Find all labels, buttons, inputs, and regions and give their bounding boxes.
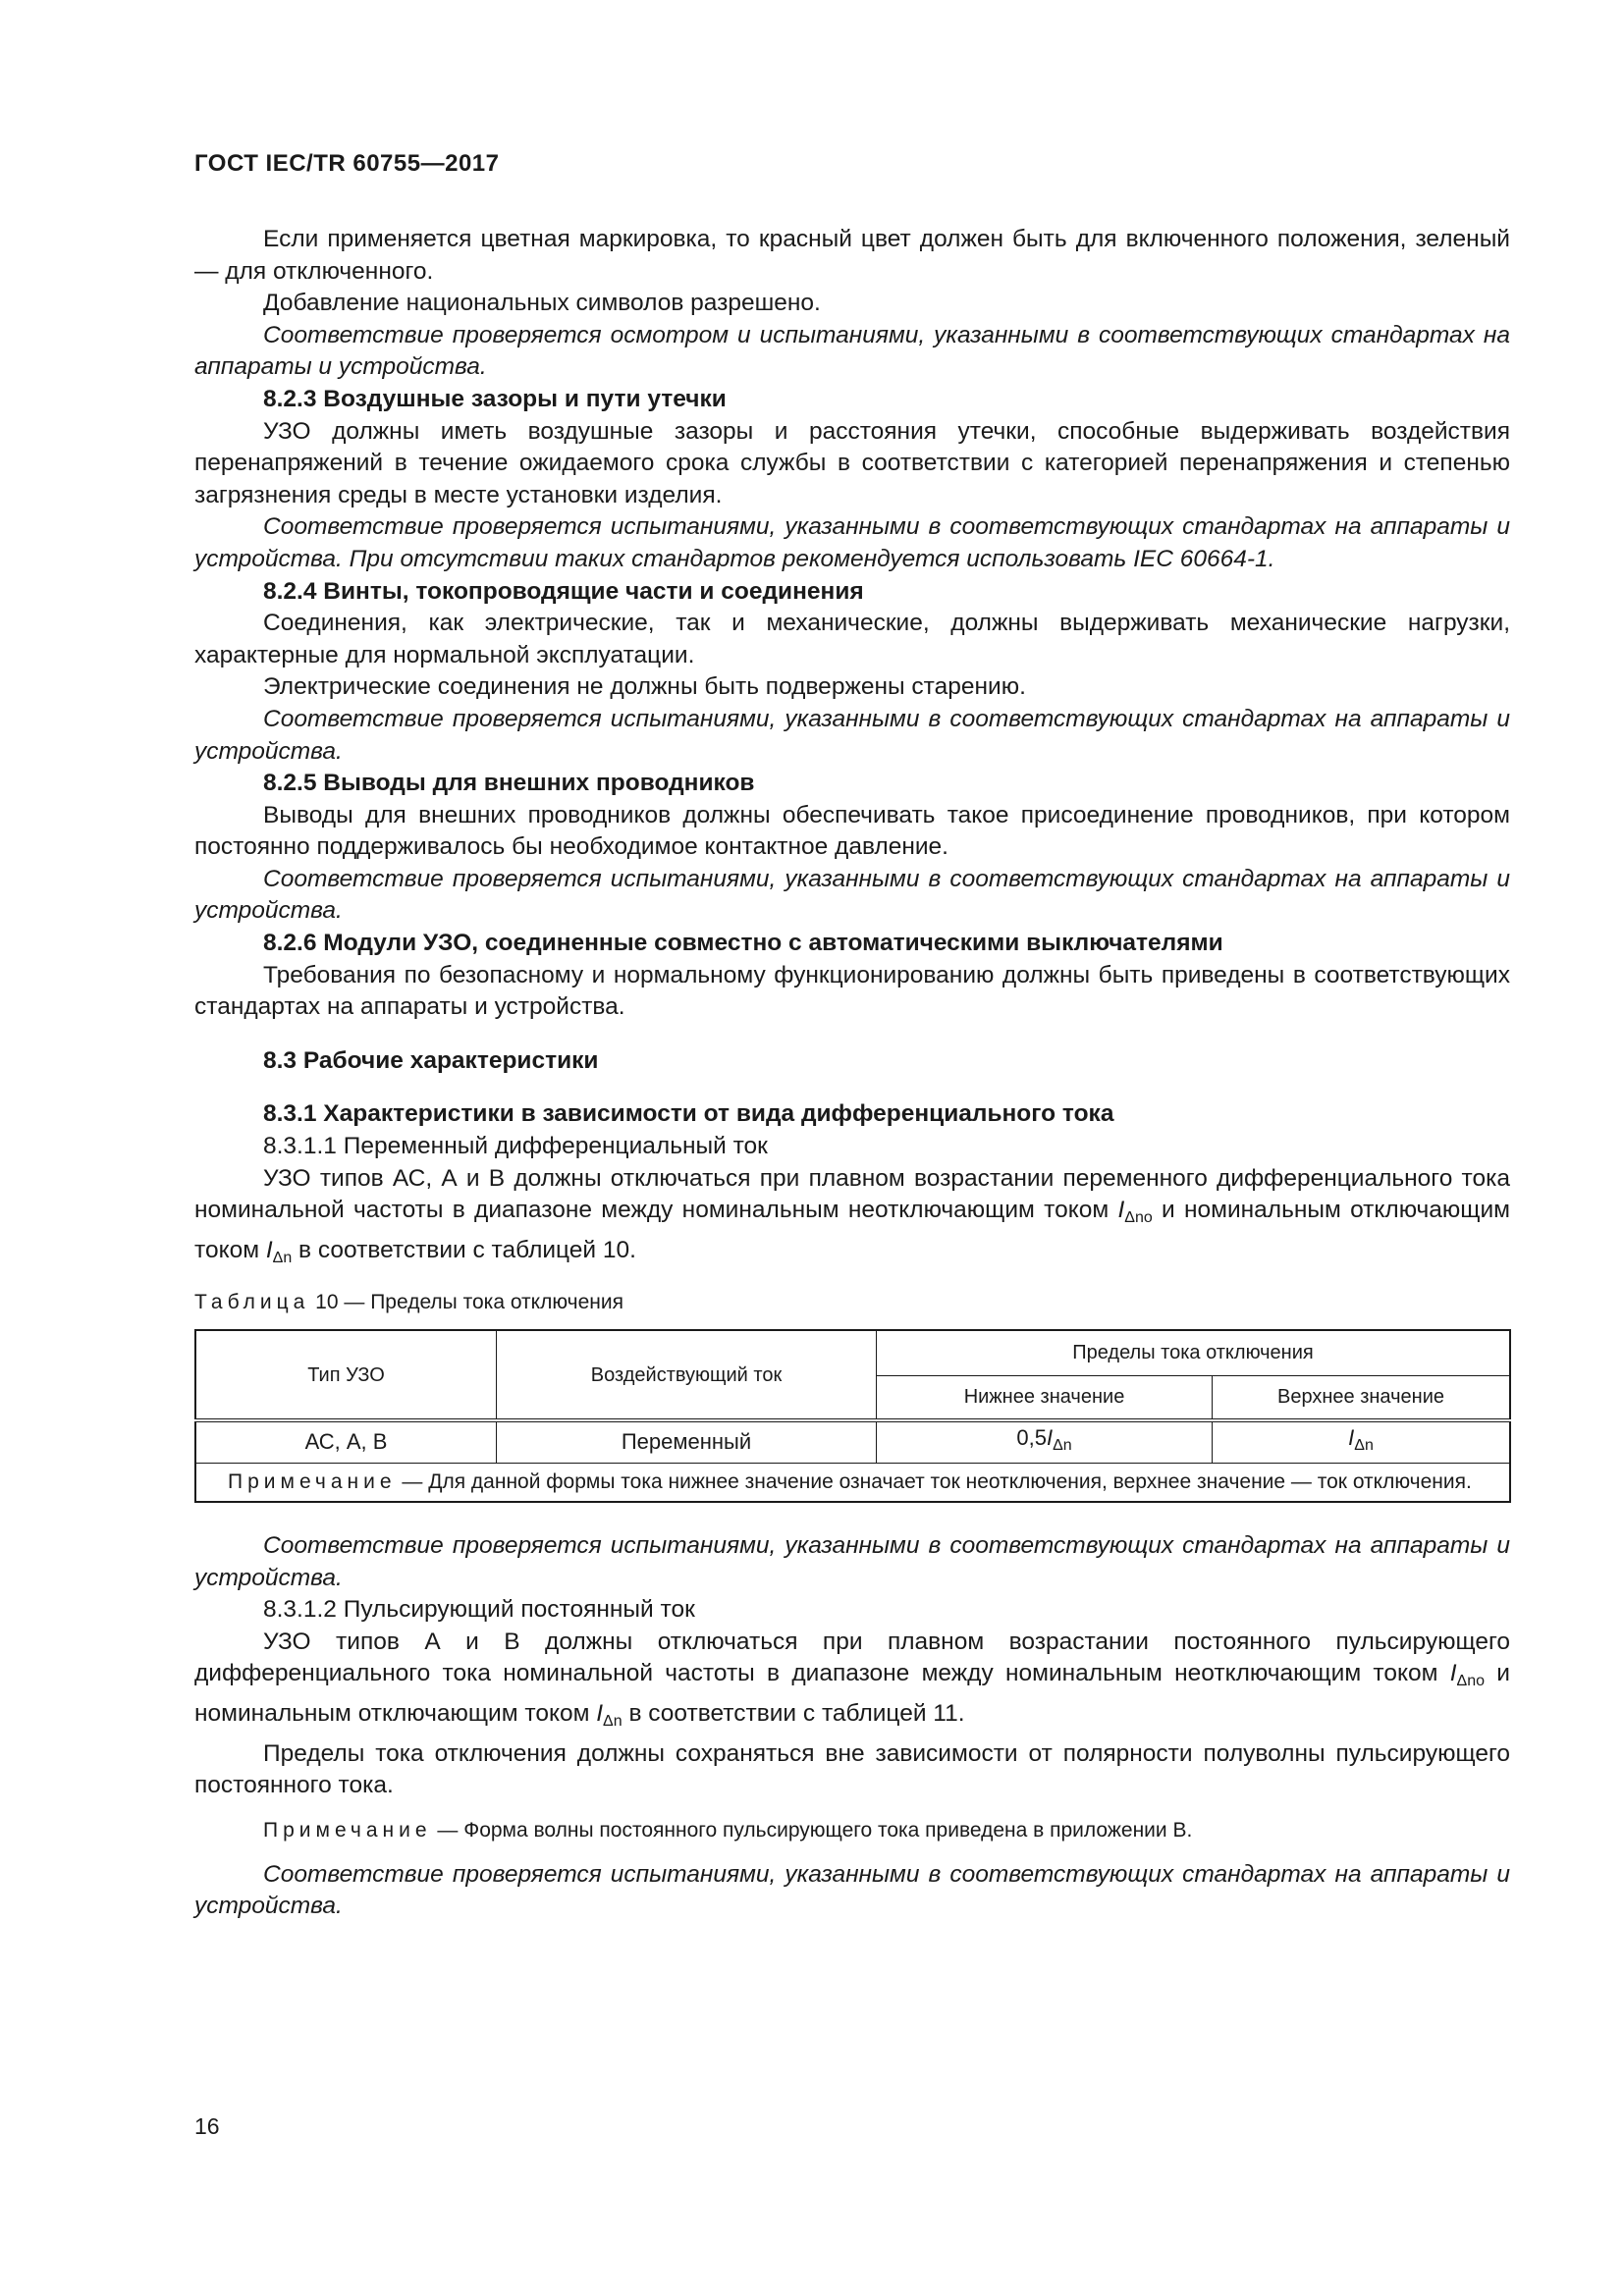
document-body [194,224,1510,1923]
table-header-limits: Пределы тока отключения [877,1330,1511,1375]
table-header-upper: Верхнее значение [1213,1375,1511,1420]
table-cell-lower: $0,5I_{\Delta n}$ [877,1420,1213,1463]
tripping-limits-table [194,1329,1511,1503]
heading-8-2-3: 8.2.3 Воздушные зазоры и пути утечки [263,385,727,412]
table-header-lower: Нижнее значение [877,1375,1213,1420]
paragraph-aging: Электрические соединения не должны быть подвержены старению. [263,673,1026,701]
paragraph-connections: Соединения, как электрические, так и механические, должны выдерживать механические нагрузки, характерные для нормальной эксплуатации. [194,610,1510,668]
document-header: ГОСТ IEC/TR 60755—2017 [194,150,500,177]
compliance-note-1: Соответствие проверяется осмотром и испытаниями, указанными в соответствующих стандартах на аппараты и устройства. [194,321,1510,381]
paragraph-modules: Требования по безопасному и нормальному функционированию должны быть приведены в соответствующих стандартах на аппараты и устройства. [194,961,1510,1021]
compliance-note-2: Соответствие проверяется испытаниями, указанными в соответствующих стандартах на аппараты и устройства. При отсутствии таких стандартов рекомендуется использовать IEC 60664-1. [194,513,1510,572]
table-caption: Таблица 10 — Пределы тока отключения [194,1291,623,1314]
compliance-note-4: Соответствие проверяется испытаниями, указанными в соответствующих стандартах на аппараты и устройства. [194,865,1510,925]
compliance-note-5: Соответствие проверяется испытаниями, указанными в соответствующих стандартах на аппараты и устройства. [194,1532,1510,1591]
table-row [195,1420,1510,1463]
table-cell-upper: $I_{\Delta n}$ [1213,1420,1511,1463]
table-note: Примечание — Для данной формы тока нижнее значение означает ток неотключения, верхнее значение — ток отключения. [195,1464,1510,1503]
heading-8-3-1: 8.3.1 Характеристики в зависимости от вида дифференциального тока [263,1100,1114,1128]
paragraph-color-marking: Если применяется цветная маркировка, то красный цвет должен быть для включенного положения, зеленый — для отключенного. [194,226,1510,285]
paragraph-terminals: Выводы для внешних проводников должны обеспечивать такое присоединение проводников, при котором постоянно поддерживалось бы необходимое контактное давление. [194,801,1510,861]
heading-8-3: 8.3 Рабочие характеристики [263,1046,599,1074]
heading-8-2-4: 8.2.4 Винты, токопроводящие части и соединения [263,577,864,605]
paragraph-pulsating-tripping: УЗО типов А и В должны отключаться при плавном возрастании постоянного пульсирующего дифференциального тока номинальной частоты в диапазоне между номинальным неотключающим током $I_{\Delta no}$ и номинальным отключающим током $I_{\Delta n}$ в соответствии с таблицей 11. [194,1628,1510,1730]
heading-8-2-5: 8.2.5 Выводы для внешних проводников [263,770,755,797]
paragraph-polarity: Пределы тока отключения должны сохраняться вне зависимости от полярности полуволны пульсирующего постоянного тока. [194,1739,1510,1799]
table-cell-type: АС, А, В [195,1420,497,1463]
table-header-type: Тип УЗО [195,1330,497,1420]
heading-8-2-6: 8.2.6 Модули УЗО, соединенные совместно с автоматическими выключателями [263,930,1223,957]
table-header-current: Воздействующий ток [497,1330,877,1420]
note-waveform: Примечание — Форма волны постоянного пульсирующего тока приведена в приложении В. [263,1818,1193,1842]
compliance-note-3: Соответствие проверяется испытаниями, указанными в соответствующих стандартах на аппараты и устройства. [194,705,1510,765]
paragraph-ac-tripping: УЗО типов АС, А и В должны отключаться при плавном возрастании переменного дифференциального тока номинальной частоты в диапазоне между номинальным неотключающим током $I_{\Delta no}$ и номинальным отключающим током $I_{\Delta n}$ в соответствии с таблицей 10. [194,1164,1510,1266]
paragraph-national-symbols: Добавление национальных символов разрешено. [263,290,821,317]
heading-8-3-1-2: 8.3.1.2 Пульсирующий постоянный ток [263,1596,695,1624]
heading-8-3-1-1: 8.3.1.1 Переменный дифференциальный ток [263,1133,768,1160]
compliance-note-6: Соответствие проверяется испытаниями, указанными в соответствующих стандартах на аппараты и устройства. [194,1860,1510,1920]
table-cell-current: Переменный [497,1420,877,1463]
paragraph-clearances: УЗО должны иметь воздушные зазоры и расстояния утечки, способные выдерживать воздействия перенапряжений в течение ожидаемого срока службы в соответствии с категорией перенапряжения и степенью загрязнения среды в месте установки изделия. [194,417,1510,508]
page-number: 16 [194,2113,220,2139]
